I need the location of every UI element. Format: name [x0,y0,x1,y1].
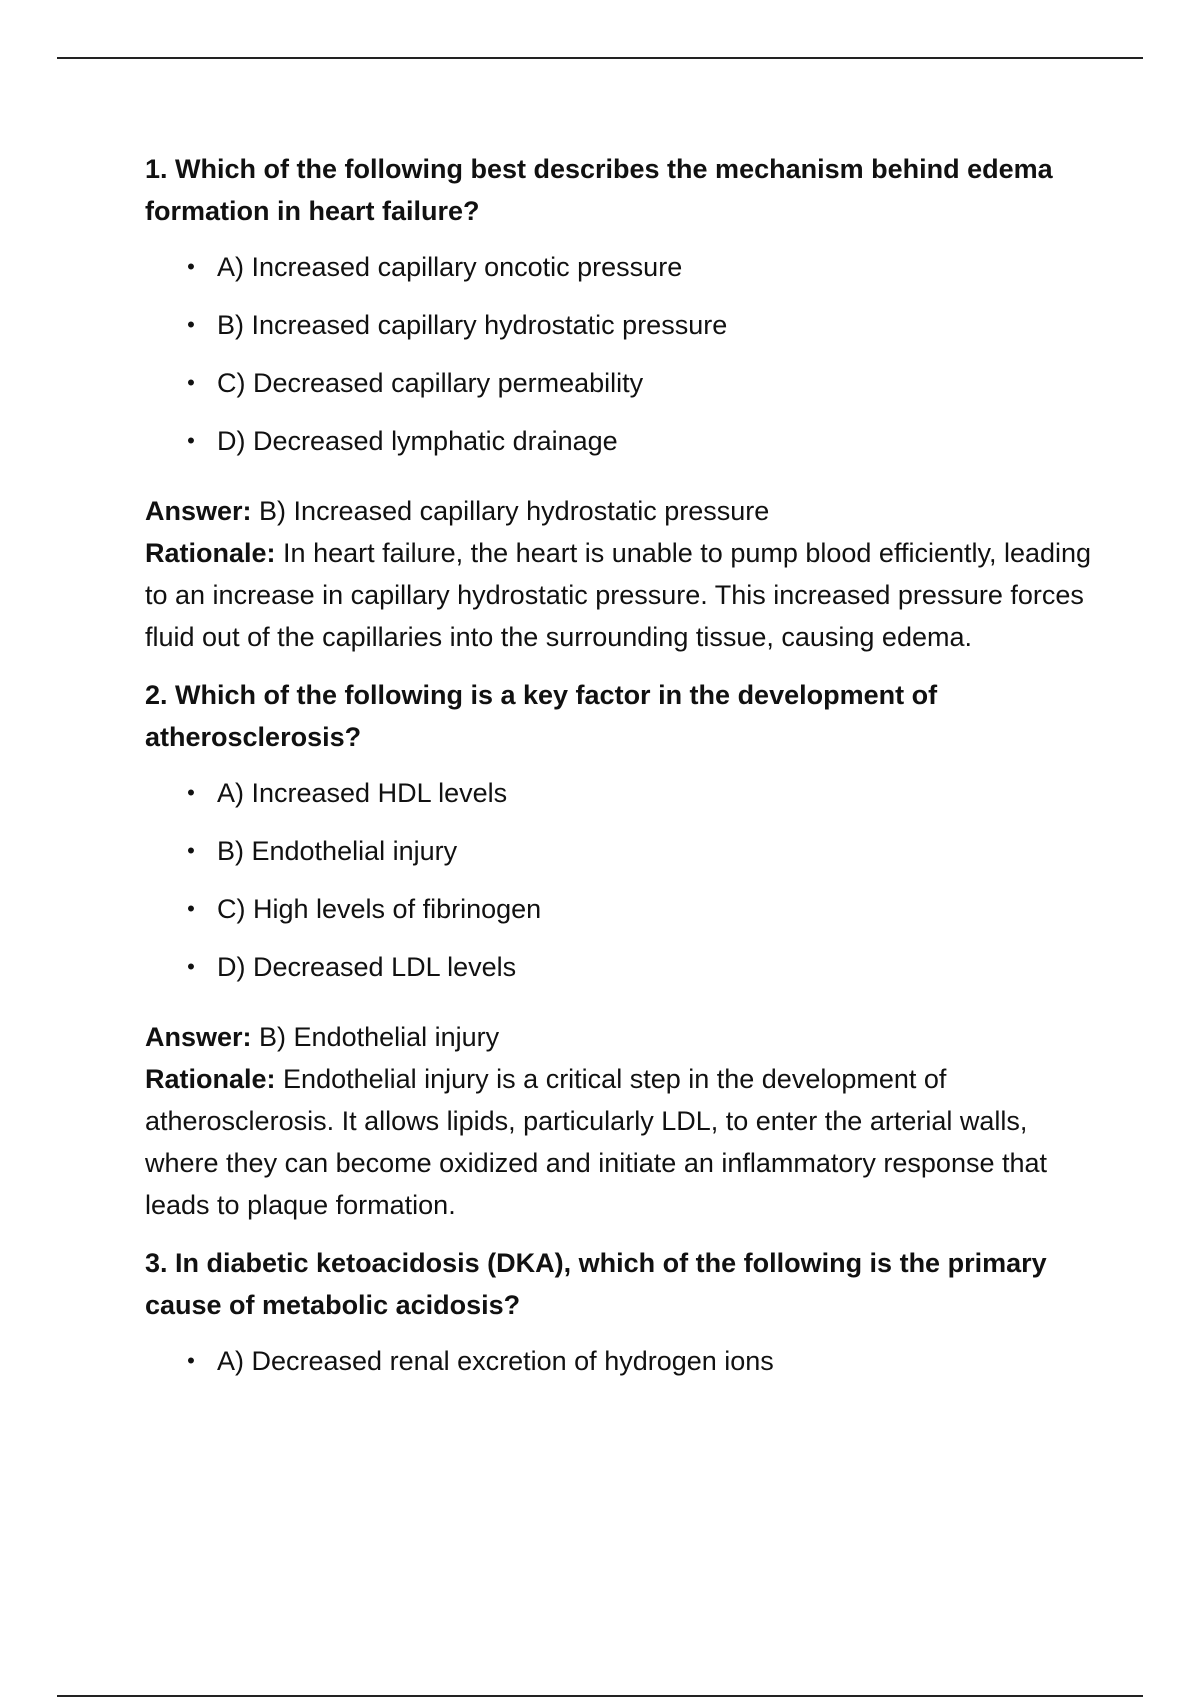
answer-line [145,1016,1105,1058]
list-item [145,362,1105,420]
question-1-options [145,246,1105,478]
bullet-icon: • [187,954,195,979]
option-text: C) High levels of fibrinogen [217,894,542,924]
answer-label: Answer: [145,496,252,526]
answer-text: B) Endothelial injury [259,1022,500,1052]
list-item [145,888,1105,946]
list-item [145,830,1105,888]
list-item [145,246,1105,304]
question-3-options [145,1340,1105,1398]
rationale-paragraph [145,532,1105,658]
list-item [145,772,1105,830]
answer-text: B) Increased capillary hydrostatic pressure [259,496,770,526]
question-block-1 [145,148,1105,658]
option-text: B) Endothelial injury [217,836,458,866]
rationale-text: Endothelial injury is a critical step in the development of atherosclerosis. It allows lipids, particularly LDL, to enter the arterial walls, where they can become oxidized and initiate an inflammatory response that leads to plaque formation. [145,1064,1048,1220]
rationale-label: Rationale: [145,1064,276,1094]
question-2-text: 2. Which of the following is a key factor in the development of atherosclerosis? [145,680,938,752]
bullet-icon: • [187,780,195,805]
bullet-icon: • [187,896,195,921]
option-text: D) Decreased LDL levels [217,952,517,982]
option-text: A) Decreased renal excretion of hydrogen ions [217,1346,774,1376]
answer-label: Answer: [145,1022,252,1052]
option-text: A) Increased HDL levels [217,778,508,808]
option-text: B) Increased capillary hydrostatic pressure [217,310,728,340]
list-item [145,420,1105,478]
answer-line [145,490,1105,532]
bullet-icon: • [187,370,195,395]
question-3-text: 3. In diabetic ketoacidosis (DKA), which of the following is the primary cause of metabolic acidosis? [145,1248,1047,1320]
question-2-options [145,772,1105,1004]
rationale-paragraph [145,1058,1105,1226]
rationale-text: In heart failure, the heart is unable to pump blood efficiently, leading to an increase in capillary hydrostatic pressure. This increased pressure forces fluid out of the capillaries into the surrounding tissue, causing edema. [145,538,1092,652]
option-text: D) Decreased lymphatic drainage [217,426,618,456]
question-1-text: 1. Which of the following best describes the mechanism behind edema formation in heart failure? [145,154,1053,226]
bullet-icon: • [187,254,195,279]
bullet-icon: • [187,428,195,453]
question-block-2 [145,674,1105,1226]
bullet-icon: • [187,1348,195,1373]
top-rule [57,57,1143,59]
question-block-3 [145,1242,1105,1398]
option-text: A) Increased capillary oncotic pressure [217,252,683,282]
option-text: C) Decreased capillary permeability [217,368,644,398]
list-item [145,1340,1105,1398]
bullet-icon: • [187,838,195,863]
list-item [145,304,1105,362]
list-item [145,946,1105,1004]
document-body [145,148,1105,1414]
rationale-label: Rationale: [145,538,276,568]
bullet-icon: • [187,312,195,337]
bottom-rule [57,1695,1143,1697]
